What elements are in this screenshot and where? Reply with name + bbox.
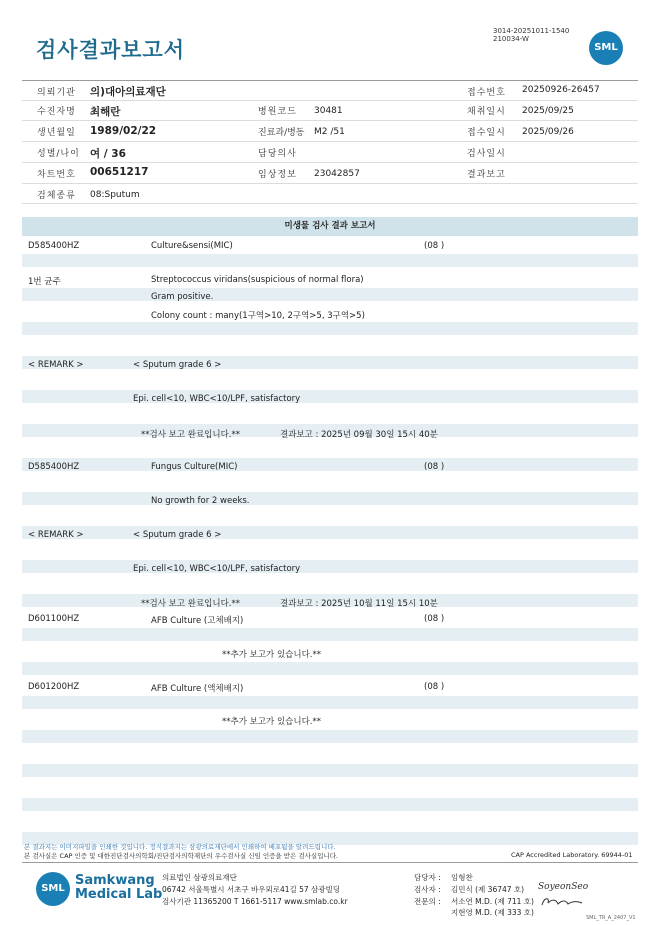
value-patient-name: 최해란 xyxy=(90,106,121,118)
row-band xyxy=(22,696,638,709)
divider xyxy=(22,80,638,81)
signature-scribble xyxy=(538,895,586,909)
remark-grade: < Sputum grade 6 > xyxy=(133,530,222,540)
divider xyxy=(22,203,638,204)
row-band xyxy=(22,390,638,403)
specialist-label: 전문의 : xyxy=(414,897,441,906)
row-band xyxy=(22,628,638,641)
label-result-report: 결과보고 xyxy=(467,170,506,180)
value-clinical-info: 23042857 xyxy=(314,169,360,179)
row-band xyxy=(22,560,638,573)
test-name: AFB Culture (고체배지) xyxy=(151,616,244,626)
test-code: D585400HZ xyxy=(28,241,80,251)
form-code: SML_TR_A_2407_V1 xyxy=(586,915,636,921)
label-doctor: 담당의사 xyxy=(258,149,297,159)
report-complete: **검사 보고 완료입니다.** xyxy=(141,599,241,609)
row-band xyxy=(22,356,638,369)
signature-soyeon: SoyeonSeo xyxy=(538,882,589,892)
row-band xyxy=(22,764,638,777)
divider xyxy=(22,862,638,863)
logo-text: SML xyxy=(41,883,65,894)
test-group: (08 ) xyxy=(424,241,445,251)
isolate-label: 1번 균주 xyxy=(28,277,61,287)
remark-detail: Epi. cell<10, WBC<10/LPF, satisfactory xyxy=(133,394,301,404)
divider xyxy=(22,162,638,163)
sml-logo xyxy=(589,31,623,65)
label-specimen-type: 검체종류 xyxy=(37,191,76,201)
sml-logo xyxy=(36,872,70,906)
test-code: D601200HZ xyxy=(28,682,80,692)
row-band xyxy=(22,492,638,505)
test-name: Culture&sensi(MIC) xyxy=(151,241,233,251)
value-department: M2 /51 xyxy=(314,127,345,137)
tester-name: 김민식 (제 36747 호) xyxy=(451,885,525,894)
value-sex-age: 여 / 36 xyxy=(90,148,126,160)
staff-label: 담당자 : xyxy=(414,873,441,882)
fungus-result: No growth for 2 weeks. xyxy=(151,496,250,506)
document-id xyxy=(493,27,569,43)
brand-line2: Medical Lab xyxy=(75,887,163,902)
doc-id-line1: 3014-20251011-1540 xyxy=(493,27,570,35)
remark-detail: Epi. cell<10, WBC<10/LPF, satisfactory xyxy=(133,564,301,574)
colony-count: Colony count : many(1구역>10, 2구역>5, 3구역>5) xyxy=(151,311,365,321)
label-receipt-no: 접수번호 xyxy=(467,88,506,98)
label-test-date: 검사일시 xyxy=(467,149,506,159)
report-datetime: 결과보고 : 2025년 10월 11일 15시 10분 xyxy=(280,599,438,609)
value-chart-no: 00651217 xyxy=(90,166,149,178)
tester-label: 검사자 : xyxy=(414,885,441,894)
row-band xyxy=(22,458,638,471)
divider xyxy=(22,183,638,184)
value-specimen-type: 08:Sputum xyxy=(90,190,140,200)
org-name: 의료법인 삼광의료재단 xyxy=(162,873,237,882)
remark-grade: < Sputum grade 6 > xyxy=(133,360,222,370)
certification-notice: 본 검사실은 CAP 인증 및 대한진단검사의학회/진단검사의학재단의 우수검사실 신임 인증을 받은 검사실입니다. xyxy=(24,852,339,860)
cap-accreditation: CAP Accredited Laboratory. 69944-01 xyxy=(511,851,633,859)
value-receipt-date: 2025/09/26 xyxy=(522,127,574,137)
value-receipt-no: 20250926-26457 xyxy=(522,85,600,95)
test-code: D585400HZ xyxy=(28,462,80,472)
test-name: AFB Culture (액체배지) xyxy=(151,684,244,694)
label-department: 진료과/병동 xyxy=(258,128,305,138)
test-name: Fungus Culture(MIC) xyxy=(151,462,238,472)
gram-stain: Gram positive. xyxy=(151,292,214,302)
doc-id-line2: 210034-W xyxy=(493,35,529,43)
label-birthdate: 생년월일 xyxy=(37,128,76,138)
label-requester: 의뢰기관 xyxy=(37,88,76,98)
value-collection-date: 2025/09/25 xyxy=(522,106,574,116)
row-band xyxy=(22,288,638,301)
row-band xyxy=(22,526,638,539)
test-code: D601100HZ xyxy=(28,614,80,624)
label-sex-age: 성별/나이 xyxy=(37,149,80,159)
print-notice: 본 결과지는 이미지파일을 인쇄한 것입니다. 정식결과지는 삼광의료재단에서 인쇄하여 배포됨을 알려드립니다. xyxy=(24,843,336,851)
test-group: (08 ) xyxy=(424,614,445,624)
brand-name xyxy=(75,874,162,902)
staff-name: 임형찬 xyxy=(451,873,473,882)
test-group: (08 ) xyxy=(424,462,445,472)
section-title: 미생물 검사 결과 보고서 xyxy=(22,217,638,236)
specialist-2: 지현영 M.D. (제 333 호) xyxy=(451,908,534,917)
row-band xyxy=(22,730,638,743)
divider xyxy=(22,120,638,121)
logo-text: SML xyxy=(594,42,618,53)
label-receipt-date: 접수일시 xyxy=(467,128,506,138)
report-complete: **검사 보고 완료입니다.** xyxy=(141,430,241,440)
divider xyxy=(22,100,638,101)
org-address: 06742 서울특별시 서초구 바우뫼로41길 57 삼광빌딩 xyxy=(162,885,341,894)
row-band xyxy=(22,254,638,267)
value-hospital-code: 30481 xyxy=(314,106,343,116)
remark-label: < REMARK > xyxy=(28,530,84,540)
brand-line1: Samkwang xyxy=(75,873,155,888)
org-contact: 검사기관 11365200 T 1661-5117 www.smlab.co.kr xyxy=(162,897,348,906)
specialist-1: 서소연 M.D. (제 711 호) xyxy=(451,897,534,906)
value-requester: 의)대아의료재단 xyxy=(90,86,166,98)
row-band xyxy=(22,322,638,335)
label-clinical-info: 임상정보 xyxy=(258,170,297,180)
organism: Streptococcus viridans(suspicious of normal flora) xyxy=(151,275,364,285)
additional-report-note: **추가 보고가 있습니다.** xyxy=(222,650,322,660)
row-band xyxy=(22,798,638,811)
value-birthdate: 1989/02/22 xyxy=(90,125,157,137)
label-chart-no: 차트번호 xyxy=(37,170,76,180)
label-hospital-code: 병원코드 xyxy=(258,107,297,117)
label-patient-name: 수진자명 xyxy=(37,107,76,117)
page-title: 검사결과보고서 xyxy=(36,38,186,62)
row-band xyxy=(22,662,638,675)
divider xyxy=(22,141,638,142)
additional-report-note: **추가 보고가 있습니다.** xyxy=(222,717,322,727)
remark-label: < REMARK > xyxy=(28,360,84,370)
label-collection-date: 채취일시 xyxy=(467,107,506,117)
test-group: (08 ) xyxy=(424,682,445,692)
report-datetime: 결과보고 : 2025년 09월 30일 15시 40분 xyxy=(280,430,438,440)
